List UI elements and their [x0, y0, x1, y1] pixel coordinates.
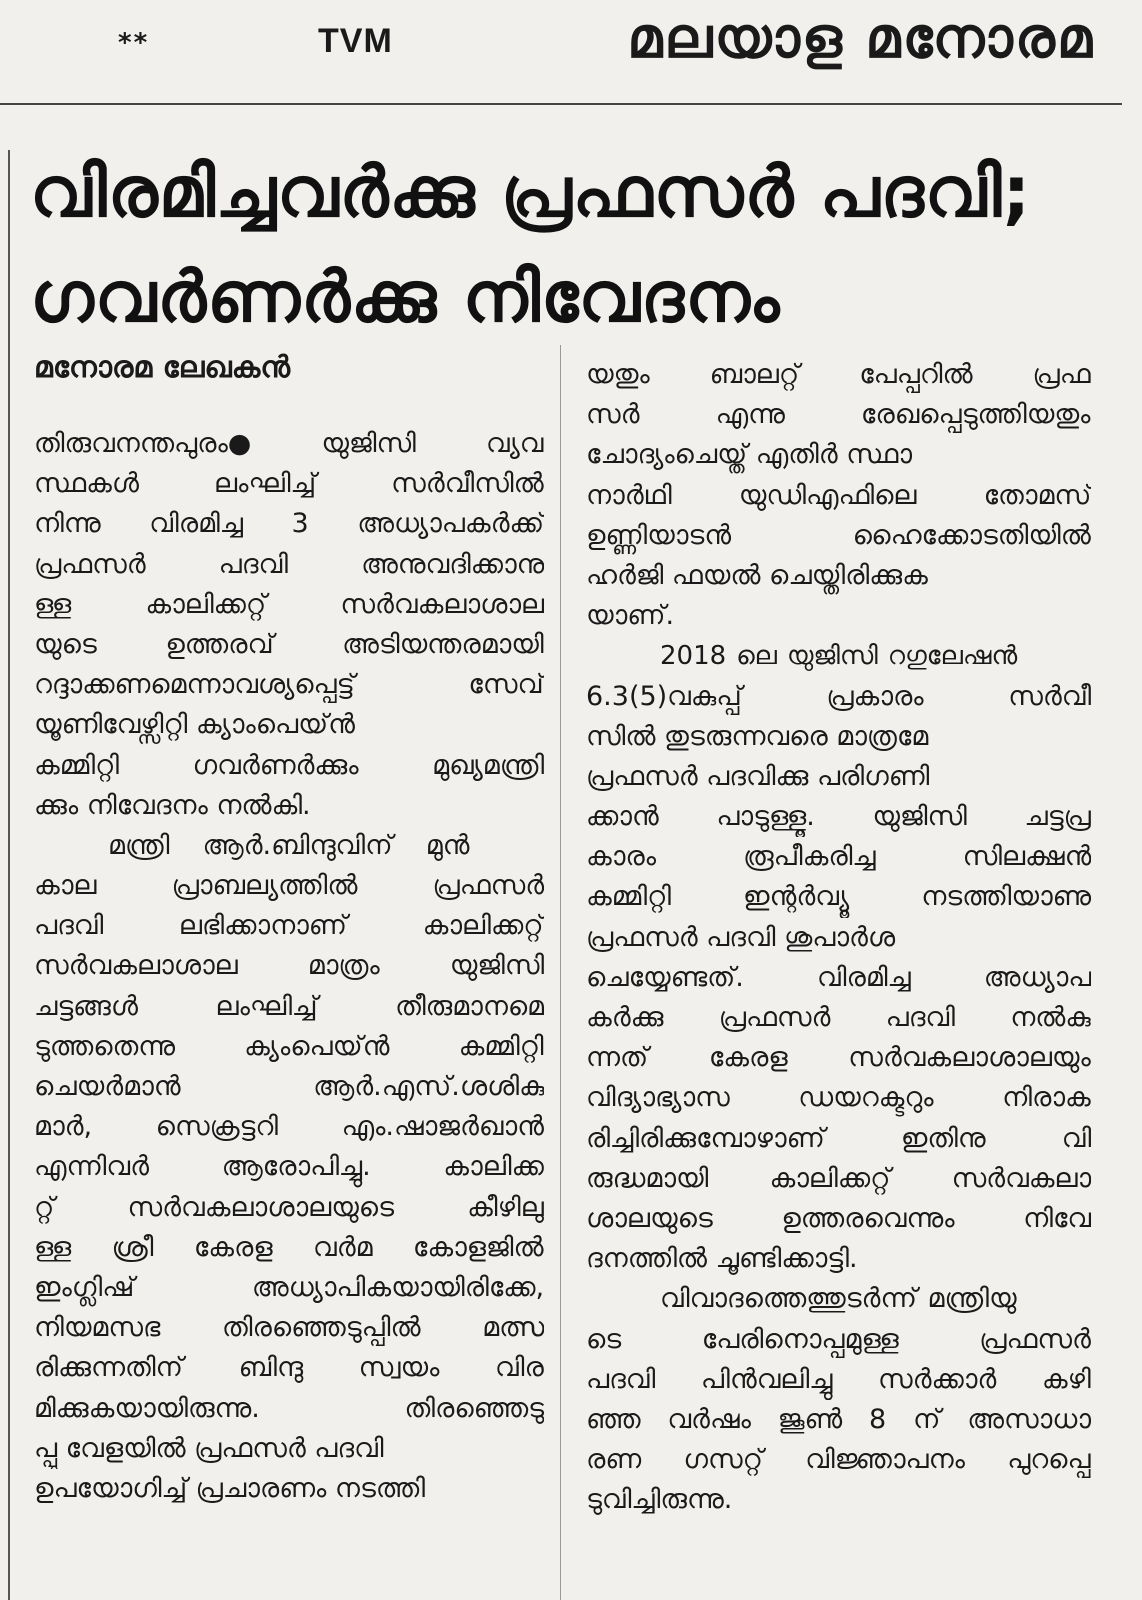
- article-line: 2018 ലെ യുജിസി റഗുലേഷൻ: [660, 641, 1018, 672]
- article-line: യാണ്.: [586, 600, 675, 632]
- article-line: ഉപയോഗിച്ച് പ്രചാരണം നടത്തി: [34, 1472, 426, 1504]
- article-line: സിൽ തുടരുന്നവരെ മാത്രമേ: [586, 720, 929, 752]
- left-border-rule: [8, 150, 10, 1600]
- article-line: സർവകലാശാല മാത്രം യുജിസി: [34, 950, 544, 982]
- article-line: രിച്ചിരിക്കുമ്പോഴാണ് ഇതിനു വി: [586, 1122, 1091, 1154]
- article-line: പ്രഫസർ പദവി ശുപാർശ: [586, 921, 896, 953]
- article-line: യുടെ ഉത്തരവ് അടിയന്തരമായി: [34, 628, 544, 660]
- masthead-rule: [0, 103, 1122, 105]
- article-line: രണ ഗസറ്റ് വിജ്ഞാപനം പുറപ്പെ: [586, 1444, 1091, 1476]
- article-line: ടെ പേരിനൊപ്പമുള്ള പ്രഫസർ: [586, 1323, 1091, 1355]
- article-line: സർ എന്നു രേഖപ്പെടുത്തിയതും: [586, 399, 1091, 431]
- masthead: [0, 0, 1142, 108]
- headline-line-2: ഗവർണർക്കു നിവേദനം: [30, 256, 781, 338]
- article-line: കാരം രൂപീകരിച്ച സിലക്ഷൻ: [586, 841, 1091, 873]
- article-line: പ്രഫസർ പദവി അനുവദിക്കാനു: [34, 548, 544, 580]
- article-line: ഞ്ഞ വർഷം ജൂൺ 8 ന് അസാധാ: [586, 1403, 1091, 1435]
- article-line: മിക്കുകയായിരുന്നു. തിരഞ്ഞെടു: [34, 1392, 544, 1424]
- article-line: പ്രഫസർ പദവിക്കു പരിഗണി: [586, 760, 930, 792]
- article-line: റദ്ദാക്കണമെന്നാവശ്യപ്പെട്ട് സേവ്: [34, 669, 544, 701]
- edition-stars: **: [118, 28, 150, 58]
- article-column-right: [586, 355, 1091, 1520]
- article-line: ള്ള കാലിക്കറ്റ് സർവകലാശാല: [34, 588, 544, 620]
- article-line: ചെയ്യേണ്ടത്. വിരമിച്ച അധ്യാപ: [586, 961, 1091, 993]
- article-line: ടുവിച്ചിരുന്നു.: [586, 1484, 733, 1516]
- article-line: യൂണിവേഴ്സിറ്റി ക്യാംപെയ്ൻ: [34, 709, 355, 741]
- article-line: കാല പ്രാബല്യത്തിൽ പ്രഫസർ: [34, 870, 544, 902]
- headline: [30, 140, 1110, 350]
- article-line: പദവി ലഭിക്കാനാണ് കാലിക്കറ്റ്: [34, 910, 544, 942]
- article-line: നിന്നു വിരമിച്ച 3 അധ്യാപകർക്ക്: [34, 508, 544, 540]
- article-line: പ്പു വേളയിൽ പ്രഫസർ പദവി: [34, 1432, 384, 1464]
- article-line: എന്നിവർ ആരോപിച്ചു. കാലിക്ക: [34, 1151, 544, 1183]
- column-divider: [560, 345, 561, 1600]
- article-line: മന്ത്രി ആർ.ബിന്ദുവിന് മുൻ: [108, 829, 470, 861]
- article-line: യതും ബാലറ്റ് പേപ്പറിൽ പ്രഫ: [586, 359, 1091, 390]
- article-line: ചെയർമാൻ ആർ.എസ്.ശശികു: [34, 1071, 544, 1102]
- article-line: ള്ള ശ്രീ കേരള വർമ കോളജിൽ: [34, 1231, 544, 1263]
- article-line: രിക്കുന്നതിന് ബിന്ദു സ്വയം വിര: [34, 1352, 544, 1384]
- article-line: ചോദ്യംചെയ്ത് എതിർ സ്ഥാ: [586, 439, 913, 471]
- edition-label: TVM: [318, 22, 393, 60]
- headline-line-1: വിരമിച്ചവർക്കു പ്രഫസർ പദവി;: [30, 151, 1032, 233]
- article-line: വിവാദത്തെത്തുടർന്ന് മന്ത്രിയു: [660, 1283, 1017, 1315]
- article-line: നിയമസഭ തിരഞ്ഞെടുപ്പിൽ മത്സ: [34, 1312, 544, 1344]
- article-column-left: [34, 424, 544, 1509]
- byline: മനോരമ ലേഖകൻ: [34, 350, 291, 385]
- article-line: തിരുവനന്തപുരം● യുജിസി വ്യവ: [34, 428, 544, 459]
- article-line: ദനത്തിൽ ചൂണ്ടിക്കാട്ടി.: [586, 1243, 858, 1275]
- article-line: ഉണ്ണിയാടൻ ഹൈക്കോടതിയിൽ: [586, 519, 1091, 551]
- article-line: ഹർജി ഫയൽ ചെയ്തിരിക്കുക: [586, 559, 928, 591]
- article-line: കമ്മിറ്റി ഇന്റർവ്യൂ നടത്തിയാണു: [586, 881, 1091, 913]
- article-line: ശാലയുടെ ഉത്തരവെന്നും നിവേ: [586, 1202, 1091, 1234]
- article-line: നാർഥി യുഡിഎഫിലെ തോമസ്: [586, 479, 1091, 511]
- article-line: കർക്കു പ്രഫസർ പദവി നൽകു: [586, 1002, 1091, 1033]
- article-line: റ്റ് സർവകലാശാലയുടെ കീഴിലു: [34, 1191, 544, 1223]
- article-line: 6.3(5)വകുപ്പ് പ്രകാരം സർവീ: [586, 680, 1091, 712]
- article-line: ഇംഗ്ലിഷ് അധ്യാപികയായിരിക്കേ,: [34, 1271, 544, 1303]
- article-line: പദവി പിൻവലിച്ചു സർക്കാർ കഴി: [586, 1363, 1091, 1395]
- article-line: ക്കും നിവേദനം നൽകി.: [34, 789, 311, 821]
- article-line: ന്നത് കേരള സർവകലാശാലയും: [586, 1042, 1091, 1074]
- article-line: രുദ്ധമായി കാലിക്കറ്റ് സർവകലാ: [586, 1162, 1091, 1194]
- article-line: കമ്മിറ്റി ഗവർണർക്കും മുഖ്യമന്ത്രി: [34, 749, 544, 781]
- article-line: ക്കാൻ പാടുള്ളൂ. യുജിസി ചട്ടപ്ര: [586, 801, 1091, 833]
- article-line: സ്ഥകൾ ലംഘിച്ച് സർവീസിൽ: [34, 468, 544, 500]
- newspaper-name: മലയാള മനോരമ: [627, 6, 1094, 71]
- article-line: ചട്ടങ്ങൾ ലംഘിച്ച് തീരുമാനമെ: [34, 990, 544, 1022]
- article-line: മാർ, സെക്രട്ടറി എം.ഷാജർഖാൻ: [34, 1111, 544, 1143]
- article-line: ടുത്തതെന്നു ക്യംപെയ്ൻ കമ്മിറ്റി: [34, 1030, 544, 1062]
- article-line: വിദ്യാഭ്യാസ ഡയറക്ടറും നിരാക: [586, 1082, 1091, 1114]
